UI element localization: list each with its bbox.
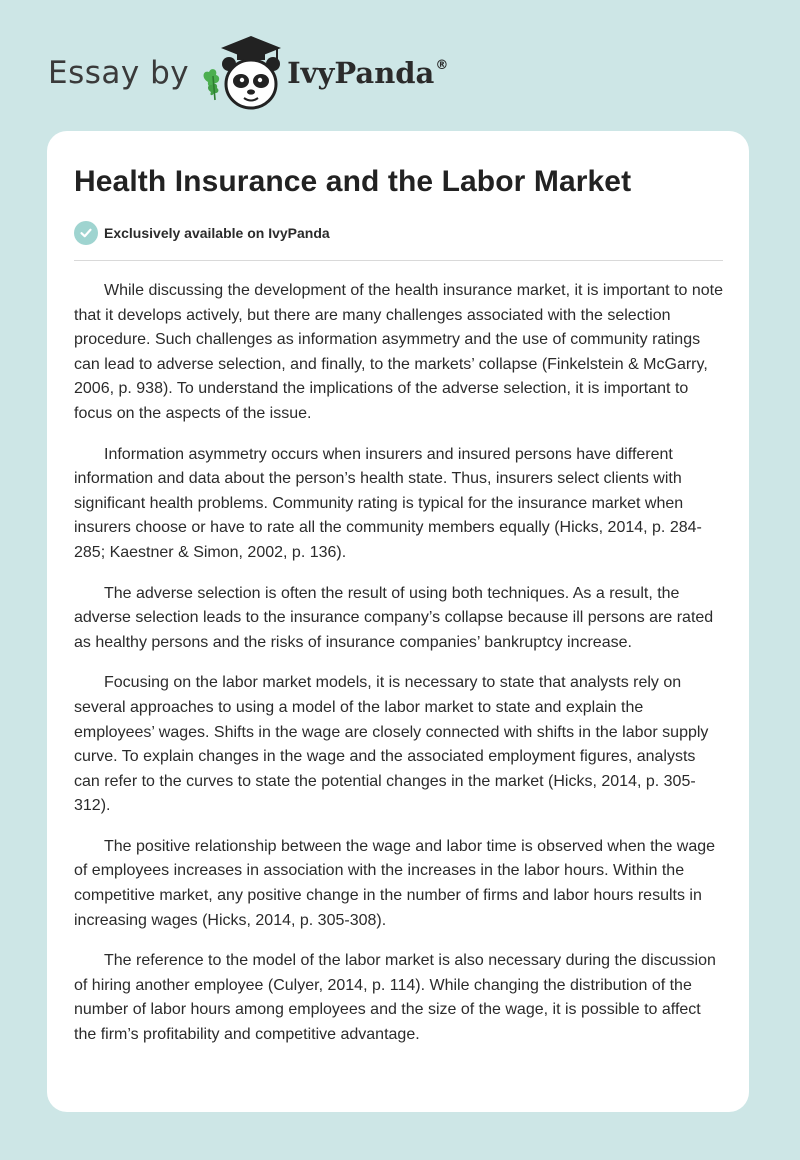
article-card — [47, 131, 749, 1112]
check-circle-icon — [74, 221, 98, 245]
exclusive-badge — [74, 221, 330, 245]
paragraph: The positive relationship between the wage and labor time is observed when the wage of employees increases in association with the increases in the labor hours. Within the competitive market, any positive change in the number of firms and labor hours results in increasing wages (Hicks, 2014, p. 305-308). — [74, 837, 716, 929]
site-header — [48, 34, 528, 114]
paragraph: While discussing the development of the health insurance market, it is important to note that it develops actively, but there are many challenges associated with the selection procedure. Such challenges as information asymmetry and the use of community ratings can lead to adverse selection, and finally, to the markets’ collapse (Finkelstein & McGarry, 2006, p. 938). To understand the implications of the adverse selection, it is important to focus on the aspects of the issue. — [74, 282, 723, 422]
page-title: Health Insurance and the Labor Market — [74, 165, 632, 198]
brand-label: IvyPanda — [287, 56, 435, 90]
paragraph: Focusing on the labor market models, it is necessary to state that analysts rely on several approaches to using a model of the labor market to state and explain the employees’ wages. Shifts in the wage are closely connected with shifts in the labor supply curve. To explain changes in the wage and the associated employment figures, analysts can refer to the curves to state the potential changes in the market (Hicks, 2014, p. 305-312). — [74, 674, 709, 815]
paragraph: The adverse selection is often the result of using both techniques. As a result, the adverse selection leads to the insurance company’s collapse because ill persons are rated as healthy persons and the risks of insurance companies’ bankruptcy increase. — [74, 584, 714, 651]
panda-graduate-logo[interactable] — [199, 34, 281, 114]
essay-by-label: Essay by — [48, 55, 190, 91]
brand-name — [287, 56, 448, 90]
paragraph: The reference to the model of the labor market is also necessary during the discussion of hiring another employee (Culyer, 2014, p. 114). While changing the distribution of the number of labor hours among employees and the size of the wage, it is possible to affect the firm’s profitability and competitive advantage. — [74, 952, 716, 1044]
registered-mark: ® — [435, 58, 449, 73]
ivy-leaf-icon — [204, 69, 220, 100]
divider — [74, 260, 723, 261]
article-body — [74, 279, 724, 1064]
paragraph: Information asymmetry occurs when insurers and insured persons have different information and data about the person’s health state. Thus, insurers select clients with significant health problems. Community rating is typical for the insurance market when insurers choose or have to rate all the community members equally (Hicks, 2014, p. 284-285; Kaestner & Simon, 2002, p. 136). — [74, 445, 702, 561]
badge-text: Exclusively available on IvyPanda — [104, 225, 330, 241]
